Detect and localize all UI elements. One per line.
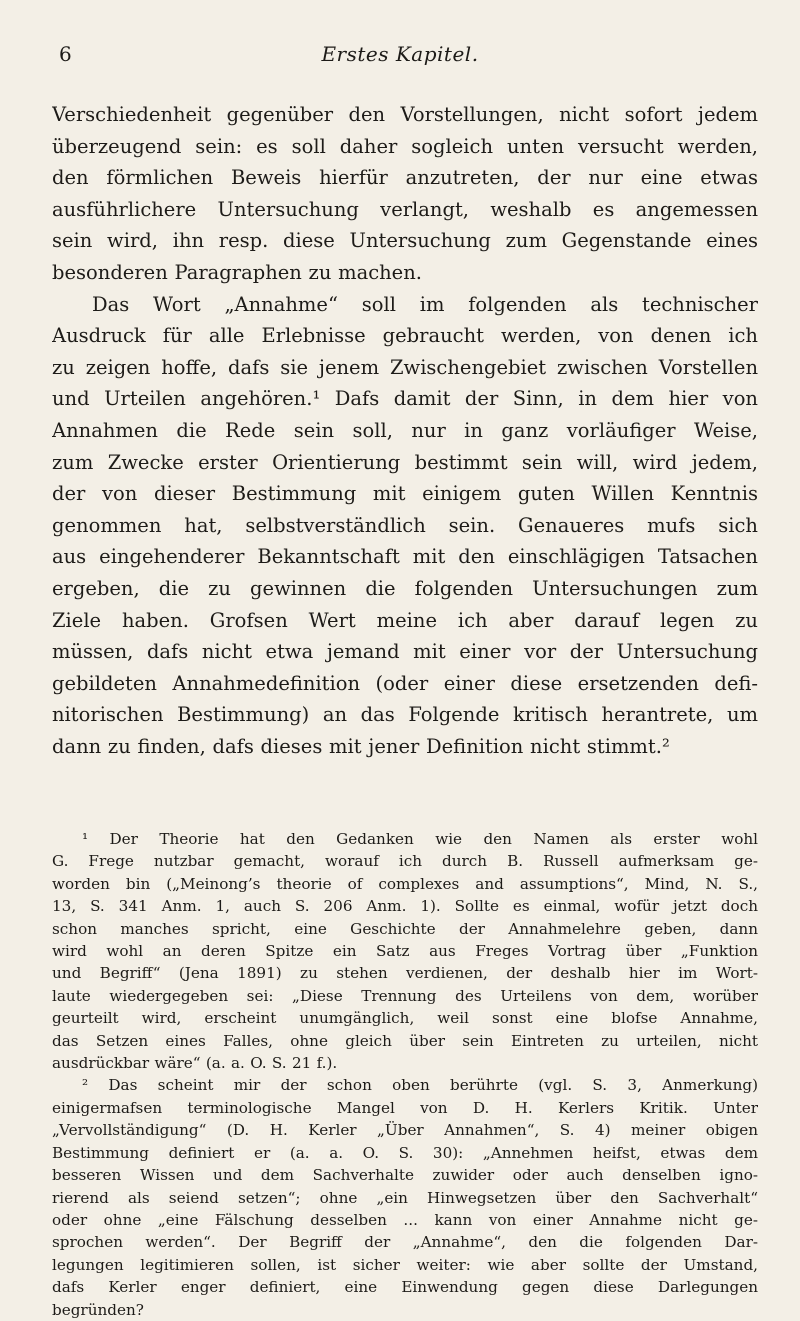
text-line: Verschiedenheit gegenüber den Vorstellungen, nicht sofort jedem <box>52 103 758 126</box>
running-title: Erstes Kapitel. <box>321 42 479 66</box>
text-line: aus eingehenderer Bekanntschaft mit den einschlägigen Tatsachen <box>52 545 758 569</box>
footnote-line: laute wiedergegeben sei: „Diese Trennung des Urteilens von dem, worüber <box>52 986 758 1005</box>
footnote-line: Bestimmung definiert er (a. a. O. S. 30): „Annehmen heifst, etwas dem <box>52 1143 758 1162</box>
footnote-line: rierend als seiend setzen“; ohne „ein Hinwegsetzen über den Sachverhalt“ <box>52 1188 758 1207</box>
text-line: genommen hat, selbstverständlich sein. Genaueres mufs sich <box>52 513 758 537</box>
footnote-line: besseren Wissen und dem Sachverhalte zuwider oder auch denselben igno- <box>52 1166 758 1185</box>
footnote-line: und Begriff“ (Jena 1891) zu stehen verdienen, der deshalb hier im Wort- <box>52 964 758 983</box>
footnote-line: legungen legitimieren sollen, ist sicher weiter: wie aber sollte der Umstand, <box>52 1255 758 1274</box>
footnote-line: schon manches spricht, eine Geschichte der Annahmelehre geben, dann <box>52 919 758 938</box>
text-line: Ausdruck für alle Erlebnisse gebraucht werden, von denen ich <box>52 324 758 348</box>
footnote-line: ausdrückbar wäre“ (a. a. O. S. 21 f.). <box>52 1054 338 1073</box>
text-line: Ziele haben. Grofsen Wert meine ich aber darauf legen zu <box>52 608 758 632</box>
footnote-line: „Vervollständigung“ (D. H. Kerler „Über Annahmen“, S. 4) meiner obigen <box>52 1121 758 1140</box>
text-line: besonderen Paragraphen zu machen. <box>52 260 422 284</box>
footnote-line: oder ohne „eine Fälschung desselben ... kann von einer Annahme nicht ge- <box>52 1210 758 1229</box>
footnote-line: worden bin („Meinong’s theorie of complexes and assumptions“, Mind, N. S., <box>52 874 758 893</box>
text-line: dann zu finden, dafs dieses mit jener Definition nicht stimmt.² <box>52 734 670 758</box>
text-line: sein wird, ihn resp. diese Untersuchung zum Gegenstande eines <box>52 229 758 253</box>
text-line: nitorischen Bestimmung) an das Folgende kritisch herantrete, um <box>52 703 758 727</box>
text-line: gebildeten Annahmedefinition (oder einer diese ersetzenden defi- <box>52 671 758 695</box>
footnote-line: geurteilt wird, erscheint unumgänglich, weil sonst eine blofse Annahme, <box>52 1009 758 1028</box>
text-line: Annahmen die Rede sein soll, nur in ganz vorläufiger Weise, <box>52 418 758 442</box>
footnote-line: 13, S. 341 Anm. 1, auch S. 206 Anm. 1). Sollte es einmal, wofür jetzt doch <box>52 897 758 916</box>
page-header <box>0 42 800 82</box>
footnote-line: dafs Kerler enger definiert, eine Einwendung gegen diese Darlegungen <box>52 1278 758 1297</box>
text-line: müssen, dafs nicht etwa jemand mit einer vor der Untersuchung <box>52 640 758 664</box>
text-line: überzeugend sein: es soll daher sogleich unten versucht werden, <box>52 134 758 158</box>
footnote-line: ¹ Der Theorie hat den Gedanken wie den Namen als erster wohl <box>82 830 758 848</box>
text-line: ausführlichere Untersuchung verlangt, weshalb es angemessen <box>52 197 758 221</box>
footnote-line: begründen? <box>52 1300 144 1319</box>
main-text <box>52 99 758 762</box>
text-line: der von dieser Bestimmung mit einigem guten Willen Kenntnis <box>52 482 758 506</box>
text-line: zum Zwecke erster Orientierung bestimmt sein will, wird jedem, <box>52 450 758 474</box>
footnote-line: sprochen werden“. Der Begriff der „Annahme“, den die folgenden Dar- <box>52 1233 758 1252</box>
text-line: Das Wort „Annahme“ soll im folgenden als technischer <box>92 292 758 316</box>
text-line: und Urteilen angehören.¹ Dafs damit der Sinn, in dem hier von <box>52 387 758 411</box>
page-number: 6 <box>59 42 72 66</box>
footnote-line: G. Frege nutzbar gemacht, worauf ich durch B. Russell aufmerksam ge- <box>52 852 758 871</box>
text-line: zu zeigen hoffe, dafs sie jenem Zwischengebiet zwischen Vorstellen <box>52 355 758 379</box>
footnotes <box>52 828 758 1321</box>
text-line: den förmlichen Beweis hierfür anzutreten, der nur eine etwas <box>52 166 758 190</box>
footnote-line: einigermafsen terminologische Mangel von D. H. Kerlers Kritik. Unter <box>52 1098 758 1117</box>
footnote-line: ² Das scheint mir der schon oben berührte (vgl. S. 3, Anmerkung) <box>82 1076 758 1095</box>
text-line: ergeben, die zu gewinnen die folgenden Untersuchungen zum <box>52 576 758 600</box>
footnote-line: das Setzen eines Falles, ohne gleich über sein Eintreten zu urteilen, nicht <box>52 1031 758 1050</box>
footnote-line: wird wohl an deren Spitze ein Satz aus Freges Vortrag über „Funktion <box>52 942 758 961</box>
